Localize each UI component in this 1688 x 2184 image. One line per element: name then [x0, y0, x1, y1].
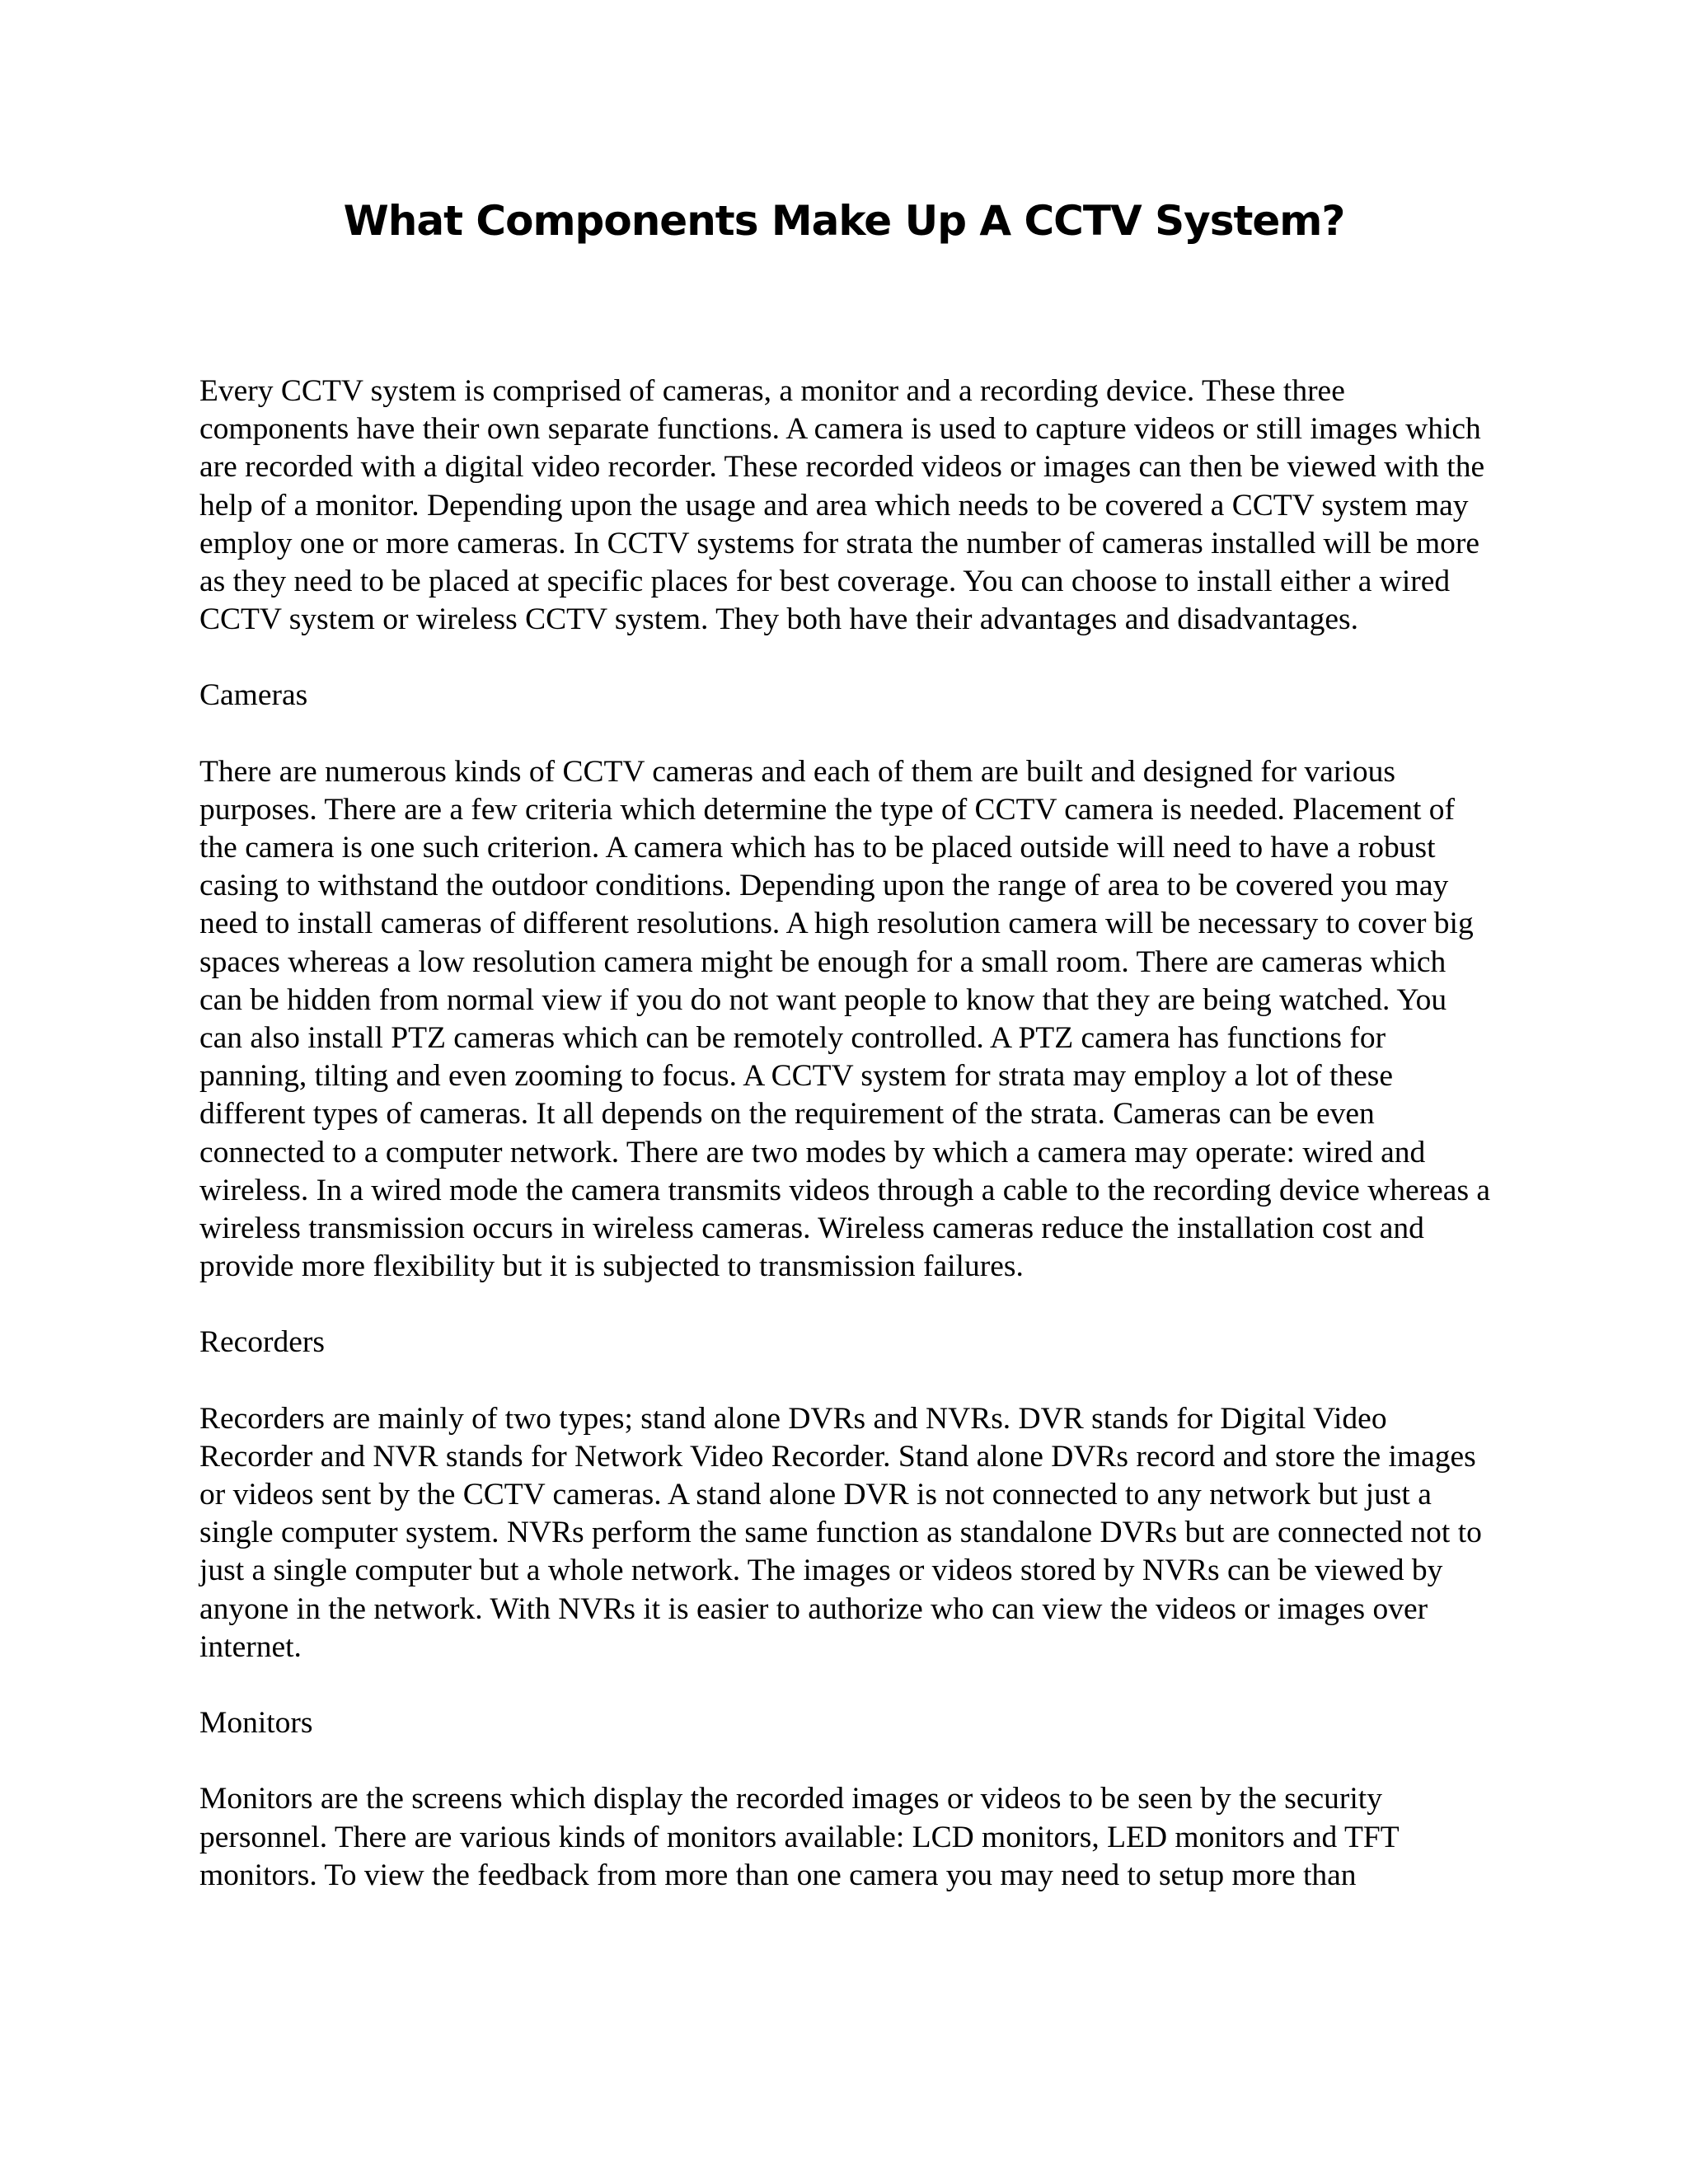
intro-paragraph: Every CCTV system is comprised of cameras, a monitor and a recording device. These three components have their own separate functions. A camera is used to capture videos or still images which are recorded with a digital video recorder. These recorded videos or images can then be viewed with the help of a monitor. Depending upon the usage and area which needs to be covered a CCTV system may employ one or more cameras. In CCTV systems for strata the number of cameras installed will be more as they need to be placed at specific places for best coverage. You can choose to install either a wired CCTV system or wireless CCTV system. They both have their advantages and disadvantages.: [199, 374, 1485, 637]
section-body-monitors: Monitors are the screens which display the recorded images or videos to be seen by the security personnel. There are various kinds of monitors available: LCD monitors, LED monitors and TFT monitors. To view the feedback from more than one camera you may need to setup more than: [199, 1782, 1399, 1892]
page-title: What Components Make Up A CCTV System?: [343, 197, 1345, 245]
section-heading-monitors: Monitors: [199, 1706, 313, 1741]
section-body-recorders: Recorders are mainly of two types; stand alone DVRs and NVRs. DVR stands for Digital Video Recorder and NVR stands for Network Video Recorder. Stand alone DVRs record and store the images or videos sent by the CCTV cameras. A stand alone DVR is not connected to any network but just a single computer system. NVRs perform the same function as standalone DVRs but are connected not to just a single computer but a whole network. The images or videos stored by NVRs can be viewed by anyone in the network. With NVRs it is easier to authorize who can view the videos or images over internet.: [199, 1401, 1482, 1664]
section-heading-cameras: Cameras: [199, 678, 308, 713]
section-heading-recorders: Recorders: [199, 1325, 326, 1360]
section-body-cameras: There are numerous kinds of CCTV cameras and each of them are built and designed for various purposes. There are a few criteria which determine the type of CCTV camera is needed. Placement of the camera is one such criterion. A camera which has to be placed outside will need to have a robust casing to withstand the outdoor conditions. Depending upon the range of area to be covered you may need to install cameras of different resolutions. A high resolution camera will be necessary to cover big spaces whereas a low resolution camera might be enough for a small room. There are cameras which can be hidden from normal view if you do not want people to know that they are being watched. You can also install PTZ cameras which can be remotely controlled. A PTZ camera has functions for panning, tilting and even zooming to focus. A CCTV system for strata may employ a lot of these different types of cameras. It all depends on the requirement of the strata. Cameras can be even connected to a computer network. There are two modes by which a camera may operate: wired and wireless. In a wired mode the camera transmits videos through a cable to the recording device whereas a wireless transmission occurs in wireless cameras. Wireless cameras reduce the installation cost and provide more flexibility but it is subjected to transmission failures.: [199, 754, 1491, 1284]
document-body: [199, 373, 1493, 1933]
